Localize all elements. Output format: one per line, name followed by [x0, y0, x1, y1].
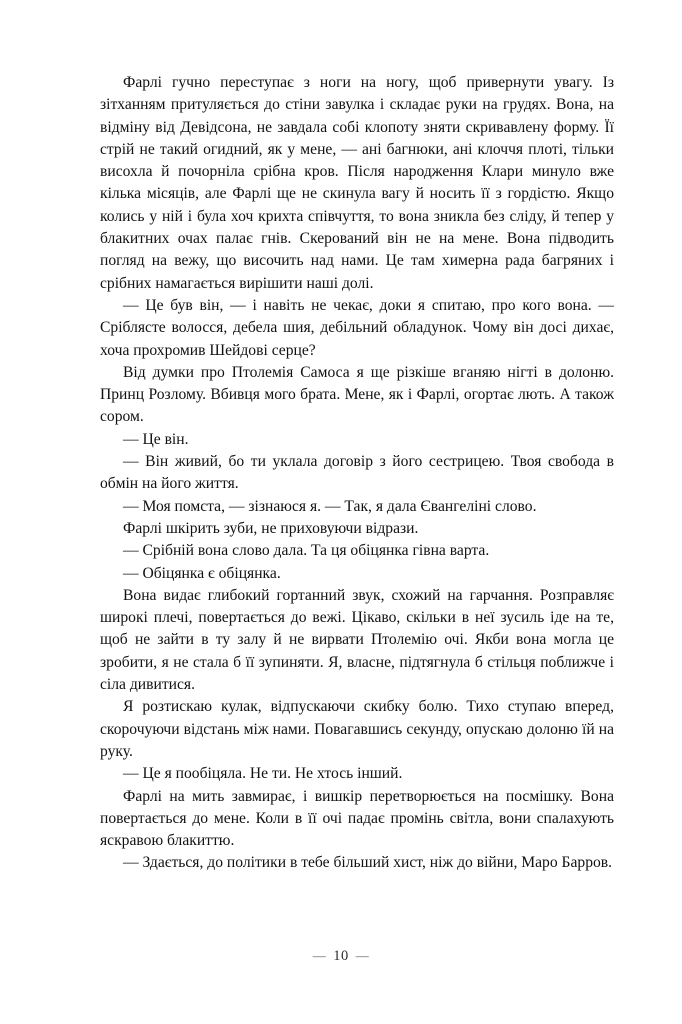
paragraph: Фарлі на мить завмирає, і вишкір перетворюється на посмішку. Вона повертається до мене. Коли в її очі падає промінь світла, вони спалахують яскравою блакиттю.	[100, 787, 614, 850]
folio-dash-right: —	[355, 948, 370, 963]
paragraph: Я розтискаю кулак, відпускаючи скибку болю. Тихо ступаю вперед, скорочуючи відстань між нами. Повагавшись секунду, опускаю долоню їй на руку.	[100, 698, 614, 760]
folio-dash-left: —	[312, 948, 327, 963]
paragraph-dialogue: — Срібній вона слово дала. Та ця обіцянка гівна варта.	[123, 542, 490, 560]
paragraph-dialogue: — Це був він, — і навіть не чекає, доки я спитаю, про кого вона. — Сріблясте волосся, дебела шия, дебільний обладунок. Чому він досі дихає, хоча прохромив Шейдові серце?	[100, 296, 614, 359]
paragraph: Від думки про Птолемія Самоса я ще різкіше вганяю нігті в долоню. Принц Розлому. Вбивця мого брата. Мене, як і Фарлі, огортає лють. А також сором.	[100, 363, 614, 426]
paragraph: Фарлі шкірить зуби, не приховуючи відрази.	[123, 519, 419, 537]
page-text-block	[100, 72, 614, 875]
paragraph-dialogue: — Моя помста, — зізнаюся я. — Так, я дала Євангеліні слово.	[123, 497, 537, 515]
paragraph: Вона видає глибокий гортанний звук, схожий на гарчання. Розправляє широкі плечі, повертається до вежі. Цікаво, скільки в неї зусиль іде на те, щоб не зайти в ту залу й не вирвати Птолемію очі. Якби вона могла це зробити, я не стала б її зупиняти. Я, власне, підтягнула б стільця поближче і сіла дивитися.	[100, 586, 614, 694]
paragraph-dialogue: — Це я пообіцяла. Не ти. Не хтось інший.	[123, 765, 403, 783]
folio-number: 10	[333, 948, 349, 964]
paragraph-dialogue: — Обіцянка є обіцянка.	[123, 564, 281, 582]
page-folio	[0, 948, 682, 965]
paragraph-dialogue: — Це він.	[123, 430, 189, 448]
paragraph-dialogue: — Здається, до політики в тебе більший хист, ніж до війни, Маро Барров.	[123, 854, 613, 872]
paragraph-dialogue: — Він живий, бо ти уклала договір з його сестрицею. Твоя свобода в обмін на його життя.	[100, 453, 614, 493]
paragraph: Фарлі гучно переступає з ноги на ногу, щоб привернути увагу. Із зітханням притуляється до стіни завулка і складає руки на грудях. Вона, на відміну від Девідсона, не завдала собі клопоту зняти скривавлену форму. Її стрій не такий огидний, як у мене, — ані багнюки, ані клоччя плоті, тільки висохла й почорніла срібна кров. Після народження Клари минуло вже кілька місяців, але Фарлі ще не скинула вагу й носить її з гордістю. Якщо колись у ній і була хоч крихта співчуття, то вона зникла без сліду, й тепер у блакитних очах палає гнів. Скерований він не на мене. Вона підводить погляд на вежу, що височить над нами. Це там химерна рада багряних і срібних намагається вирішити наші долі.	[100, 74, 614, 292]
